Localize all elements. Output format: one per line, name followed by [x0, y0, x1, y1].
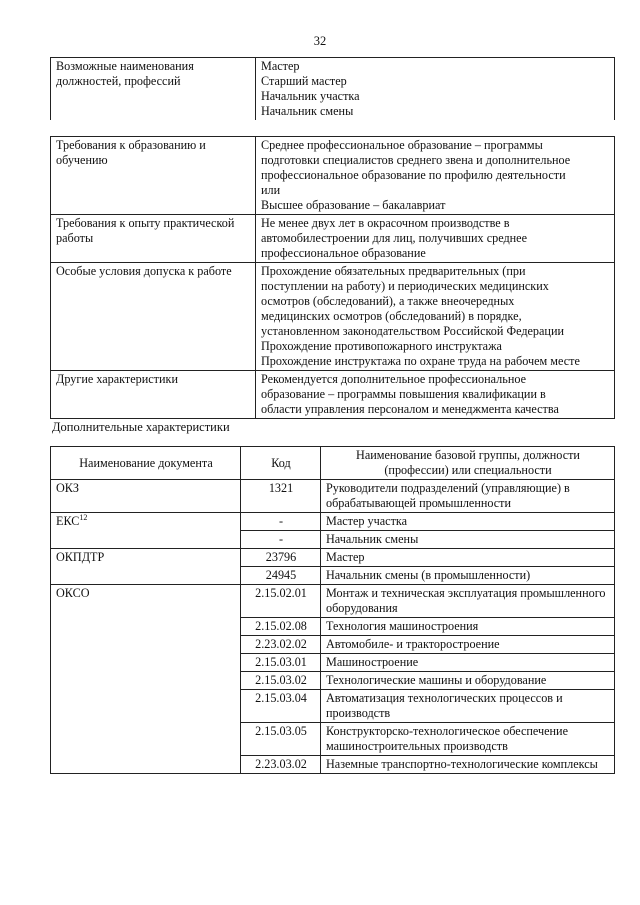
requirement-label: Требования к опыту практической работы — [51, 215, 256, 263]
header-doc: Наименование документа — [51, 447, 241, 480]
code-cell: 2.15.03.04 — [241, 690, 321, 723]
requirement-line: установленном законодательством Российской Федерации — [261, 324, 565, 338]
requirement-value — [256, 371, 615, 419]
position-item: Старший мастер — [261, 74, 347, 88]
code-cell: 2.15.03.01 — [241, 654, 321, 672]
doc-cell — [51, 513, 241, 549]
requirement-value — [256, 263, 615, 371]
header-name: Наименование базовой группы, должности (профессии) или специальности — [321, 447, 615, 480]
table-row-okz — [51, 480, 615, 513]
code-cell: 2.15.03.05 — [241, 723, 321, 756]
code-cell: 2.23.02.02 — [241, 636, 321, 654]
footnote-ref: 12 — [79, 512, 88, 522]
page-number: 32 — [313, 34, 327, 48]
code-cell: 2.15.03.02 — [241, 672, 321, 690]
requirement-row-conditions — [51, 263, 615, 371]
requirement-line: Прохождение обязательных предварительных (при — [261, 264, 526, 278]
name-cell: Машиностроение — [321, 654, 615, 672]
requirement-line: Среднее профессиональное образование – программы — [261, 138, 543, 152]
name-cell: Начальник смены — [321, 531, 615, 549]
requirement-row-other — [51, 371, 615, 419]
name-cell: Начальник смены (в промышленности) — [321, 567, 615, 585]
requirement-line: профессиональное образование по профилю деятельности — [261, 168, 566, 182]
table-header-row — [51, 447, 615, 480]
name-cell: Технология машиностроения — [321, 618, 615, 636]
requirement-line: области управления персоналом и менеджмента качества — [261, 402, 559, 416]
doc-label: ЕКС — [56, 514, 80, 528]
code-cell: 24945 — [241, 567, 321, 585]
requirement-line: подготовки специалистов среднего звена и дополнительное — [261, 153, 571, 167]
requirement-label: Другие характеристики — [51, 371, 256, 419]
code-cell: 23796 — [241, 549, 321, 567]
position-item: Мастер — [261, 59, 300, 73]
positions-values — [256, 58, 615, 121]
requirement-row-experience — [51, 215, 615, 263]
header-code: Код — [241, 447, 321, 480]
requirement-line: Прохождение противопожарного инструктажа — [261, 339, 502, 353]
table-row-okpdtr — [51, 549, 615, 567]
name-cell: Мастер — [321, 549, 615, 567]
position-item: Начальник смены — [261, 104, 354, 118]
name-cell: Автоматизация технологических процессов и производств — [321, 690, 615, 723]
code-cell: - — [241, 531, 321, 549]
doc-cell: ОКПДТР — [51, 549, 241, 585]
requirement-line: осмотров (обследований), а также внеочередных — [261, 294, 515, 308]
section-title: Дополнительные характеристики — [52, 420, 230, 434]
requirement-label: Особые условия допуска к работе — [51, 263, 256, 371]
name-cell: Мастер участка — [321, 513, 615, 531]
requirement-line: автомобилестроении для лиц, получивших среднее — [261, 231, 527, 245]
requirement-line: Рекомендуется дополнительное профессиональное — [261, 372, 526, 386]
requirement-line: Прохождение инструктажа по охране труда на рабочем месте — [261, 354, 580, 368]
requirement-value — [256, 137, 615, 215]
positions-label: Возможные наименования должностей, профессий — [51, 58, 256, 121]
position-item: Начальник участка — [261, 89, 360, 103]
requirement-line: Не менее двух лет в окрасочном производстве в — [261, 216, 510, 230]
code-cell: 1321 — [241, 480, 321, 513]
name-cell: Наземные транспортно-технологические комплексы — [321, 756, 615, 774]
requirements-table — [50, 136, 615, 419]
positions-row — [51, 58, 615, 121]
name-cell: Монтаж и техническая эксплуатация промышленного оборудования — [321, 585, 615, 618]
requirement-line: Высшее образование – бакалавриат — [261, 198, 446, 212]
code-cell: 2.15.02.01 — [241, 585, 321, 618]
table-row-okso — [51, 585, 615, 618]
doc-cell: ОКСО — [51, 585, 241, 774]
requirement-line: медицинских осмотров (обследований) в порядке, — [261, 309, 522, 323]
requirement-label: Требования к образованию и обучению — [51, 137, 256, 215]
additional-table — [50, 446, 615, 774]
requirement-line: образование – программы повышения квалификации в — [261, 387, 546, 401]
name-cell: Конструкторско-технологическое обеспечение машиностроительных производств — [321, 723, 615, 756]
requirement-row-education — [51, 137, 615, 215]
table-row-eks — [51, 513, 615, 531]
requirement-line: поступлении на работу) и периодических медицинских — [261, 279, 549, 293]
name-cell: Руководители подразделений (управляющие) в обрабатывающей промышленности — [321, 480, 615, 513]
doc-cell: ОКЗ — [51, 480, 241, 513]
code-cell: 2.23.03.02 — [241, 756, 321, 774]
code-cell: 2.15.02.08 — [241, 618, 321, 636]
requirement-line: или — [261, 183, 281, 197]
positions-table — [50, 57, 615, 120]
code-cell: - — [241, 513, 321, 531]
name-cell: Автомобиле- и тракторостроение — [321, 636, 615, 654]
name-cell: Технологические машины и оборудование — [321, 672, 615, 690]
requirement-value — [256, 215, 615, 263]
requirement-line: профессиональное образование — [261, 246, 426, 260]
